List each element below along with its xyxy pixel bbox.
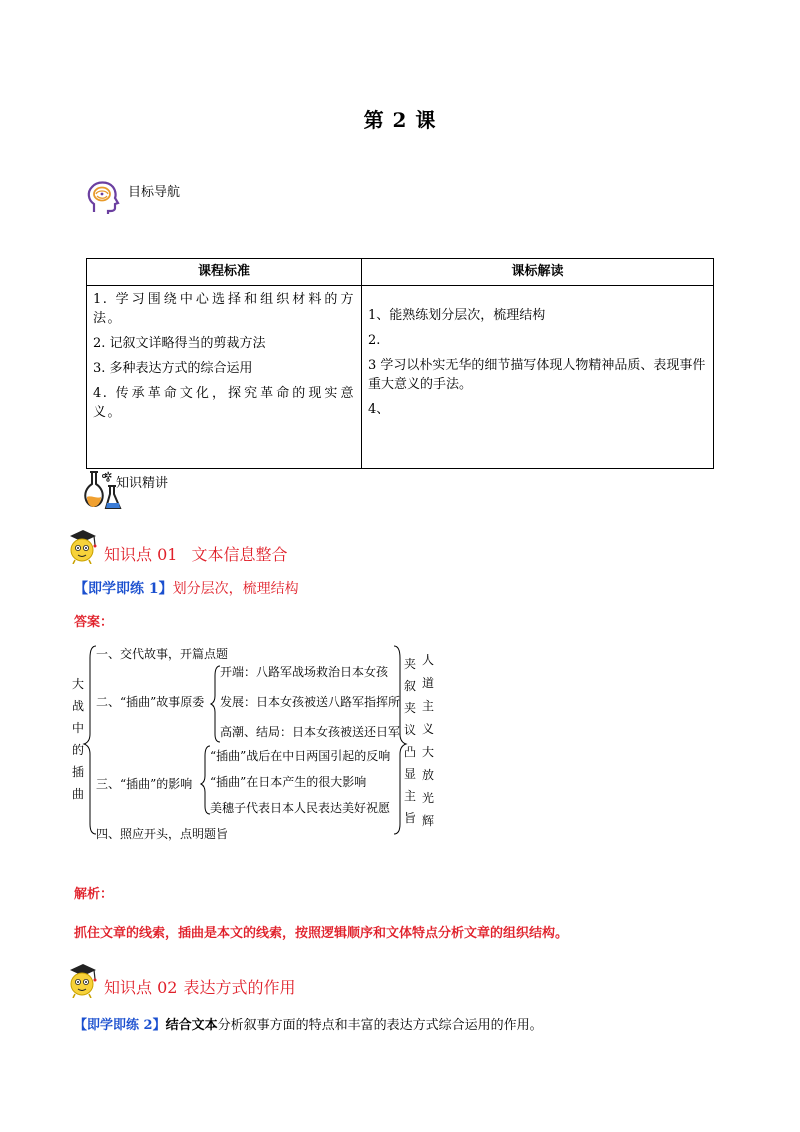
summary-char: 主 — [404, 789, 417, 803]
summary-char: 辉 — [422, 814, 435, 828]
exercise-2-bold: 结合文本 — [165, 1018, 218, 1033]
summary-char: 道 — [422, 676, 435, 690]
summary-char: 议 — [404, 723, 417, 737]
diagram-item-2b: 发展：日本女孩被送八路军指挥所 — [220, 695, 401, 709]
summary-char: 主 — [422, 699, 435, 713]
interpretation-cell — [362, 286, 714, 469]
head-brain-icon — [84, 178, 122, 216]
standard-item: 3. 多种表达方式的综合运用 — [93, 361, 253, 376]
summary-column-2 — [422, 653, 434, 828]
kp1-topic: 文本信息整合 — [191, 545, 288, 564]
summary-char: 叙 — [404, 679, 417, 693]
answer-label: 答案： — [74, 615, 114, 630]
table-header-standard: 课程标准 — [87, 259, 362, 286]
diagram-root-text — [72, 676, 84, 801]
root-char: 大 — [72, 677, 85, 691]
summary-char: 夹 — [404, 701, 417, 715]
analysis-label: 解析： — [74, 887, 114, 902]
page-title: 第 2 课 — [363, 108, 437, 132]
diagram-item-3a: “插曲”战后在中日两国引起的反响 — [210, 749, 391, 763]
exercise-1 — [74, 578, 299, 598]
standards-cell — [87, 286, 362, 469]
exercise-2-text: 分析叙事方面的特点和丰富的表达方式综合运用的作用。 — [217, 1018, 543, 1033]
sub-brace-3 — [201, 746, 210, 814]
diagram-item-2c: 高潮、结局：日本女孩被送还日军 — [220, 725, 401, 739]
diagram-item-4: 四、照应开头，点明题旨 — [96, 827, 229, 841]
main-brace — [84, 646, 96, 834]
root-char: 的 — [72, 743, 85, 757]
diagram-item-2: 二、“插曲”故事原委 — [96, 695, 205, 709]
kp1-label: 知识点 01 — [104, 545, 178, 564]
summary-char: 大 — [422, 745, 435, 759]
exercise-2 — [74, 1014, 543, 1033]
root-char: 插 — [72, 765, 85, 779]
summary-column-1 — [404, 656, 416, 825]
standard-item: 2. 记叙文详略得当的剪裁方法 — [93, 336, 266, 351]
summary-char: 夹 — [404, 657, 417, 671]
interpretation-item: 1、能熟练划分层次，梳理结构 — [368, 308, 546, 323]
root-char: 曲 — [72, 787, 85, 801]
standards-table — [86, 258, 714, 469]
standard-item: 4. 传承革命文化，探究革命的现实意义。 — [93, 386, 355, 420]
diagram-item-1: 一、交代故事，开篇点题 — [96, 647, 229, 661]
interpretation-item: 3 学习以朴实无华的细节描写体现人物精神品质、表现事件重大意义的手法。 — [368, 358, 706, 392]
summary-char: 放 — [422, 768, 435, 782]
sub-brace-2 — [211, 666, 220, 742]
scholar-mascot-icon — [66, 962, 100, 998]
structure-diagram — [60, 638, 460, 848]
interpretation-item: 2. — [368, 333, 381, 348]
kp2-label: 知识点 02 — [104, 978, 178, 997]
diagram-item-3c: 美穗子代表日本人民表达美好祝愿 — [210, 801, 391, 815]
right-brace — [394, 646, 406, 834]
analysis-text: 抓住文章的线索，插曲是本文的线索，按照逻辑顺序和文体特点分析文章的组织结构。 — [74, 926, 569, 941]
standard-item: 1. 学习围绕中心选择和组织材料的方法。 — [93, 292, 355, 326]
exercise-1-text: 划分层次，梳理结构 — [172, 581, 299, 597]
diagram-item-3b: “插曲”在日本产生的很大影响 — [210, 775, 367, 789]
exercise-1-bracket: 【即学即练 1】 — [74, 581, 173, 597]
table-header-interpretation: 课标解读 — [362, 259, 714, 286]
summary-char: 光 — [422, 791, 435, 805]
root-char: 战 — [72, 699, 85, 713]
knowledge-point-1-title — [104, 542, 287, 565]
summary-char: 显 — [404, 767, 417, 781]
summary-char: 凸 — [404, 745, 417, 759]
summary-char: 旨 — [404, 811, 417, 825]
summary-char: 人 — [422, 653, 435, 667]
diagram-item-2a: 开端：八路军战场救治日本女孩 — [220, 665, 389, 679]
target-nav-label: 目标导航 — [128, 185, 181, 200]
diagram-item-3: 三、“插曲”的影响 — [96, 777, 193, 791]
root-char: 中 — [72, 721, 85, 735]
interpretation-item: 4、 — [368, 402, 390, 417]
exercise-2-bracket: 【即学即练 2】 — [74, 1018, 166, 1033]
knowledge-section-label: 知识精讲 — [116, 476, 169, 491]
summary-char: 义 — [422, 722, 435, 736]
knowledge-point-2-title — [104, 975, 295, 998]
scholar-mascot-icon — [66, 528, 100, 564]
kp2-topic: 表达方式的作用 — [183, 978, 296, 997]
sparkle-icon: ✲ — [104, 471, 113, 482]
